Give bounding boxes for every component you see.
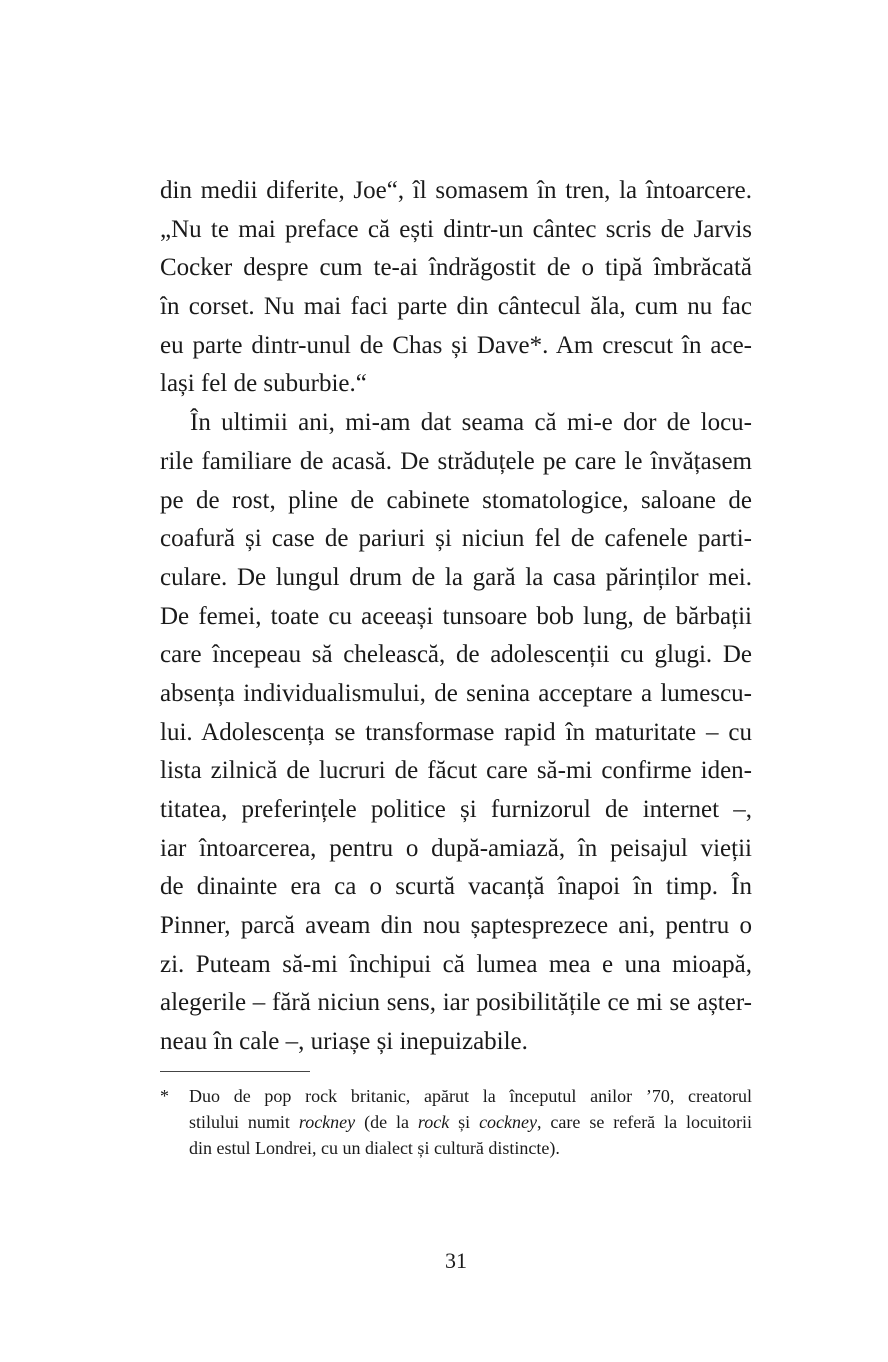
body-line: iar întoarcerea, pentru o după-amiază, în peisajul vieții xyxy=(160,834,752,862)
footnote-divider xyxy=(160,1071,310,1072)
footnote-line: Duo de pop rock britanic, apărut la începutul anilor ’70, creatorul xyxy=(189,1086,752,1106)
footnote-body xyxy=(189,1083,752,1161)
body-line: „Nu te mai preface că ești dintr-un cântec scris de Jarvis xyxy=(160,215,752,243)
body-line: de dinainte era ca o scurtă vacanță înapoi în timp. În xyxy=(160,873,752,901)
body-line: alegerile – fără niciun sens, iar posibilitățile ce mi se așter- xyxy=(160,989,752,1017)
body-line: Cocker despre cum te-ai îndrăgostit de o tipă îmbrăcată xyxy=(160,254,752,282)
body-line: În ultimii ani, mi-am dat seama că mi-e dor de locu- xyxy=(190,409,752,437)
footnote-italic-term: cockney xyxy=(479,1112,538,1132)
body-line: în corset. Nu mai faci parte din cântecul ăla, cum nu fac xyxy=(160,293,752,321)
body-line: Pinner, parcă aveam din nou șaptesprezece ani, pentru o xyxy=(160,912,752,940)
body-line: coafură și case de pariuri și niciun fel de cafenele parti- xyxy=(160,525,752,553)
page-number: 31 xyxy=(445,1248,467,1273)
body-line: absența individualismului, de senina acceptare a lumescu- xyxy=(160,679,752,707)
footnote-text: (de la xyxy=(355,1112,418,1132)
footnote xyxy=(160,1083,752,1161)
footnote-italic-term: rockney xyxy=(298,1112,356,1132)
footnote-text: , care se referă la locuitorii xyxy=(537,1112,752,1132)
body-line: din medii diferite, Joe“, îl somasem în tren, la întoarcere. xyxy=(160,177,752,204)
body-line: lași fel de suburbie.“ xyxy=(160,370,367,398)
footnote-italic-term: rock xyxy=(417,1112,450,1132)
body-line: care începeau să chelească, de adolescenții cu glugi. De xyxy=(160,641,752,669)
body-line: eu parte dintr-unul de Chas și Dave*. Am crescut în ace- xyxy=(160,331,752,359)
footnote-line: din estul Londrei, cu un dialect și cultură distincte). xyxy=(189,1138,560,1158)
footnote-text: stilului numit xyxy=(189,1112,299,1132)
body-line: titatea, preferințele politice și furnizorul de internet –, xyxy=(160,796,752,823)
body-text xyxy=(160,172,752,1062)
footnote-line xyxy=(189,1109,752,1135)
footnote-marker: * xyxy=(160,1086,169,1106)
body-line: lui. Adolescența se transformase rapid în maturitate – cu xyxy=(160,718,752,746)
body-line: culare. De lungul drum de la gară la casa părinților mei. xyxy=(160,563,752,591)
body-line: neau în cale –, uriașe și inepuizabile. xyxy=(160,1028,528,1056)
body-line: De femei, toate cu aceeași tunsoare bob lung, de bărbații xyxy=(160,602,752,630)
body-line: pe de rost, pline de cabinete stomatologice, saloane de xyxy=(160,486,752,514)
body-line: zi. Puteam să-mi închipui că lumea mea e una mioapă, xyxy=(160,950,752,978)
footnote-text: și xyxy=(449,1112,480,1132)
body-line: rile familiare de acasă. De străduțele pe care le învățasem xyxy=(160,447,752,475)
body-line: lista zilnică de lucruri de făcut care să-mi confirme iden- xyxy=(160,757,752,785)
